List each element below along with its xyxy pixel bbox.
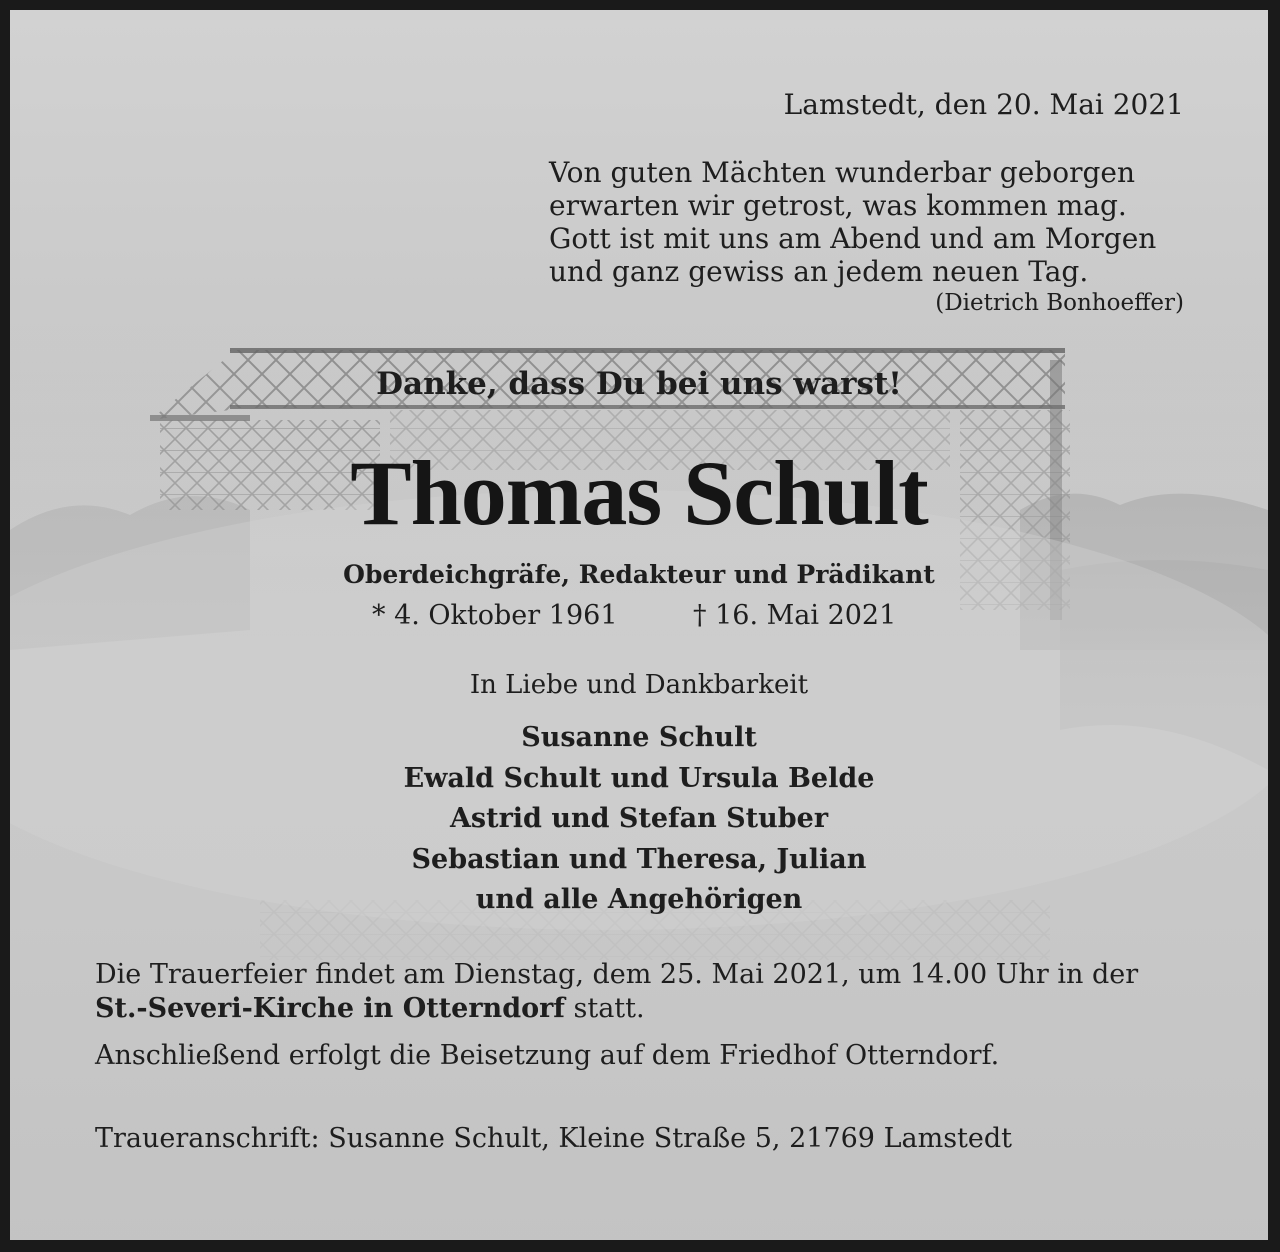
thanks-heading: Danke, dass Du bei uns warst! bbox=[376, 366, 902, 402]
mourner: Sebastian und Theresa, Julian bbox=[411, 843, 867, 875]
poem-author: (Dietrich Bonhoeffer) bbox=[935, 290, 1184, 316]
death-date: † 16. Mai 2021 bbox=[693, 600, 897, 631]
place-and-date: Lamstedt, den 20. Mai 2021 bbox=[783, 88, 1184, 121]
obituary-card bbox=[10, 10, 1268, 1240]
deceased-name: Thomas Schult bbox=[350, 442, 928, 544]
poem-line: Von guten Mächten wunderbar geborgen bbox=[549, 156, 1135, 189]
funeral-text-end: statt. bbox=[564, 993, 645, 1024]
mourner: Astrid und Stefan Stuber bbox=[449, 803, 829, 834]
funeral-text: Die Trauerfeier findet am Dienstag, dem 25. Mai 2021, um 14.00 Uhr in der bbox=[95, 959, 1139, 990]
poem bbox=[549, 156, 1156, 288]
love-line: In Liebe und Dankbarkeit bbox=[469, 670, 809, 700]
mourner: und alle Angehörigen bbox=[475, 884, 803, 915]
mourner: Ewald Schult und Ursula Belde bbox=[403, 762, 875, 794]
mourning-address: Traueranschrift: Susanne Schult, Kleine Straße 5, 21769 Lamstedt bbox=[95, 1123, 1013, 1154]
poem-line: erwarten wir getrost, was kommen mag. bbox=[549, 189, 1127, 222]
deceased-roles: Oberdeichgräfe, Redakteur und Prädikant bbox=[343, 560, 935, 589]
mourner: Susanne Schult bbox=[521, 722, 757, 753]
burial-info: Anschließend erfolgt die Beisetzung auf dem Friedhof Otterndorf. bbox=[95, 1040, 1000, 1071]
poem-line: Gott ist mit uns am Abend und am Morgen bbox=[549, 222, 1157, 255]
poem-line: und ganz gewiss an jedem neuen Tag. bbox=[549, 255, 1089, 288]
mourners-list bbox=[10, 718, 1268, 921]
funeral-location: St.-Severi-Kirche in Otterndorf bbox=[95, 993, 565, 1024]
birth-date: * 4. Oktober 1961 bbox=[372, 600, 618, 631]
funeral-info bbox=[95, 958, 1195, 1026]
